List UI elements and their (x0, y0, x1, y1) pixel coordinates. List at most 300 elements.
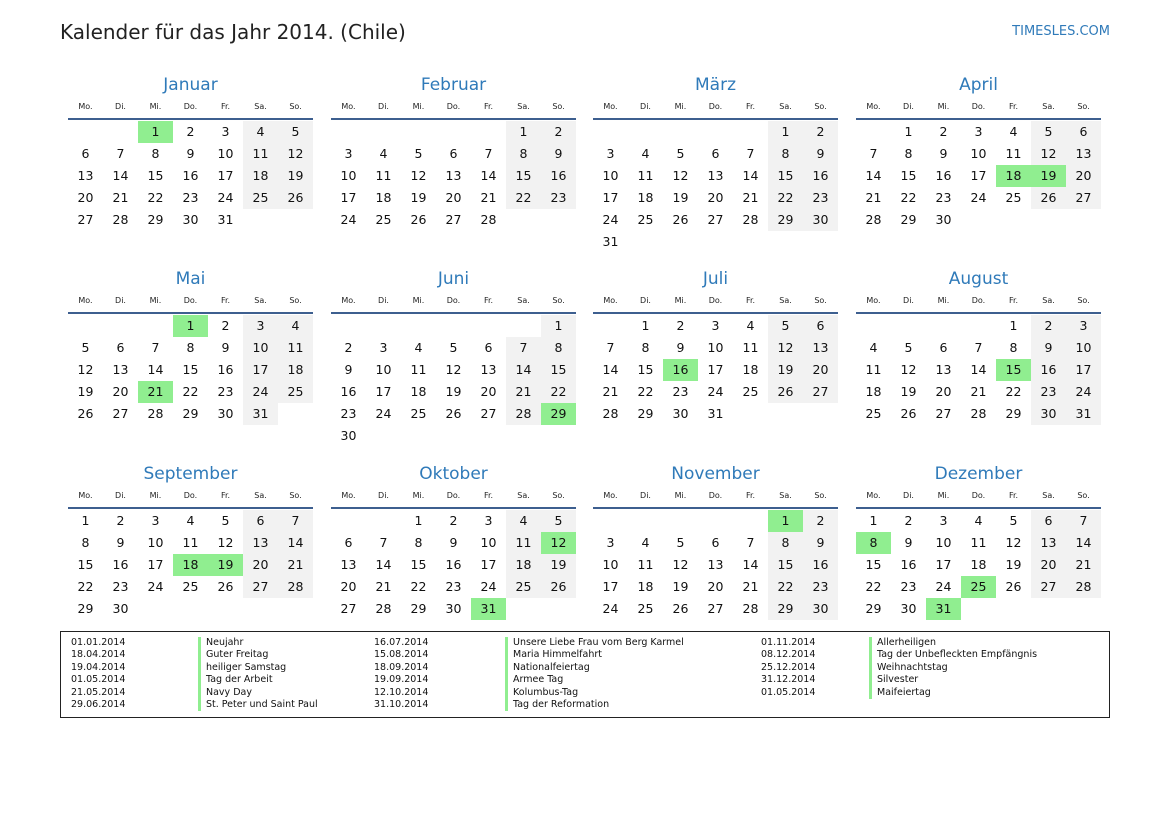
day-cell: 16 (1031, 359, 1066, 381)
weekday-header: Mo. (866, 296, 881, 305)
weekday-header: Sa. (779, 296, 792, 305)
day-cell: 24 (1066, 381, 1101, 403)
day-cell: 22 (900, 190, 917, 205)
day-cell: 18 (970, 557, 987, 572)
day-cell: 15 (768, 554, 803, 576)
weekday-header: Mo. (341, 491, 356, 500)
day-cell: 23 (900, 579, 917, 594)
weekday-header: Mi. (674, 296, 687, 305)
holiday-date: 12.10.2014 (374, 686, 429, 698)
day-cell: 24 (602, 601, 619, 616)
holiday-day-cell: 18 (173, 554, 208, 576)
holiday-date: 31.10.2014 (374, 698, 429, 710)
weekday-header: Fr. (1008, 102, 1019, 111)
weekday-header: Do. (971, 296, 986, 305)
day-cell: 5 (768, 315, 803, 337)
day-cell: 4 (746, 318, 755, 333)
day-cell: 14 (375, 557, 392, 572)
weekday-header: Di. (378, 296, 389, 305)
day-cell: 25 (1005, 190, 1022, 205)
day-cell: 7 (1066, 510, 1101, 532)
weekday-header: Sa. (1042, 102, 1055, 111)
day-cell: 23 (340, 406, 357, 421)
day-cell: 2 (676, 318, 685, 333)
day-cell: 27 (935, 406, 952, 421)
day-cell: 9 (803, 143, 838, 165)
day-cell: 14 (112, 168, 129, 183)
day-cell: 10 (602, 557, 619, 572)
day-cell: 19 (900, 384, 917, 399)
day-cell: 30 (672, 406, 689, 421)
day-cell: 24 (340, 212, 357, 227)
day-cell: 14 (970, 362, 987, 377)
day-cell: 22 (77, 579, 94, 594)
day-cell: 25 (410, 406, 427, 421)
day-cell: 7 (869, 146, 878, 161)
day-cell: 18 (506, 554, 541, 576)
day-cell: 20 (1066, 165, 1101, 187)
month-rule (331, 507, 576, 509)
weekday-header: Sa. (1042, 491, 1055, 500)
holiday-date: 01.05.2014 (761, 686, 816, 698)
weekday-header: Mo. (341, 102, 356, 111)
day-cell: 18 (637, 190, 654, 205)
holiday-date: 01.05.2014 (71, 674, 126, 686)
day-cell: 23 (182, 190, 199, 205)
day-cell: 10 (217, 146, 234, 161)
month-name: August (948, 269, 1009, 289)
day-cell: 24 (375, 406, 392, 421)
day-cell: 14 (865, 168, 882, 183)
weekday-header: So. (552, 102, 565, 111)
day-cell: 29 (147, 212, 164, 227)
day-cell: 10 (480, 535, 497, 550)
day-cell: 28 (506, 403, 541, 425)
day-cell: 27 (445, 212, 462, 227)
holiday-name: Nationalfeiertag (505, 662, 590, 674)
day-cell: 7 (151, 340, 160, 355)
day-cell: 13 (803, 337, 838, 359)
holiday-date: 16.07.2014 (374, 637, 429, 648)
day-cell: 11 (182, 535, 199, 550)
month-name: Mai (175, 269, 206, 289)
day-cell: 20 (77, 190, 94, 205)
day-cell: 26 (410, 212, 427, 227)
day-cell: 12 (445, 362, 462, 377)
day-cell: 4 (1009, 124, 1018, 139)
holiday-name: Allerheiligen (869, 637, 936, 649)
holiday-day-cell: 8 (856, 532, 891, 554)
holiday-day-cell: 16 (663, 359, 698, 381)
weekday-header: Sa. (254, 102, 267, 111)
holiday-date: 25.12.2014 (761, 661, 816, 673)
day-cell: 6 (344, 535, 353, 550)
day-cell: 30 (340, 428, 357, 443)
weekday-header: Do. (183, 296, 198, 305)
weekday-header: Fr. (483, 296, 494, 305)
day-cell: 6 (939, 340, 948, 355)
day-cell: 8 (768, 532, 803, 554)
day-cell: 14 (742, 168, 759, 183)
weekday-header: Di. (115, 491, 126, 500)
weekday-header: Mi. (412, 491, 425, 500)
weekday-header: Di. (903, 102, 914, 111)
weekday-header: So. (1077, 102, 1090, 111)
day-cell: 19 (278, 165, 313, 187)
day-cell: 9 (803, 532, 838, 554)
day-cell: 27 (1031, 576, 1066, 598)
day-cell: 11 (742, 340, 759, 355)
day-cell: 22 (506, 187, 541, 209)
day-cell: 15 (900, 168, 917, 183)
day-cell: 4 (186, 513, 195, 528)
day-cell: 27 (803, 381, 838, 403)
day-cell: 30 (803, 598, 838, 620)
day-cell: 6 (449, 146, 458, 161)
weekday-header: Mo. (603, 102, 618, 111)
day-cell: 25 (637, 212, 654, 227)
day-cell: 28 (480, 212, 497, 227)
day-cell: 21 (742, 190, 759, 205)
day-cell: 21 (112, 190, 129, 205)
day-cell: 30 (182, 212, 199, 227)
weekday-header: Di. (378, 491, 389, 500)
weekday-header: Fr. (745, 102, 756, 111)
weekday-header: Fr. (1008, 491, 1019, 500)
weekday-header: So. (814, 102, 827, 111)
day-cell: 7 (278, 510, 313, 532)
weekday-header: Do. (183, 102, 198, 111)
day-cell: 30 (900, 601, 917, 616)
weekday-header: Do. (708, 491, 723, 500)
day-cell: 13 (480, 362, 497, 377)
day-cell: 9 (541, 143, 576, 165)
day-cell: 18 (375, 190, 392, 205)
day-cell: 23 (112, 579, 129, 594)
day-cell: 29 (77, 601, 94, 616)
weekday-header: Do. (446, 296, 461, 305)
day-cell: 28 (375, 601, 392, 616)
day-cell: 31 (707, 406, 724, 421)
day-cell: 5 (278, 121, 313, 143)
day-cell: 13 (1031, 532, 1066, 554)
day-cell: 22 (147, 190, 164, 205)
day-cell: 22 (865, 579, 882, 594)
day-cell: 19 (445, 384, 462, 399)
day-cell: 23 (935, 190, 952, 205)
holiday-name: Armee Tag (505, 674, 563, 686)
day-cell: 4 (974, 513, 983, 528)
weekday-header: Fr. (220, 491, 231, 500)
day-cell: 21 (602, 384, 619, 399)
day-cell: 5 (1009, 513, 1018, 528)
day-cell: 10 (602, 168, 619, 183)
day-cell: 29 (865, 601, 882, 616)
weekday-header: Di. (640, 102, 651, 111)
day-cell: 15 (182, 362, 199, 377)
day-cell: 7 (746, 146, 755, 161)
day-cell: 27 (480, 406, 497, 421)
day-cell: 19 (672, 579, 689, 594)
day-cell: 17 (707, 362, 724, 377)
holiday-name: Weihnachtstag (869, 662, 948, 674)
day-cell: 28 (602, 406, 619, 421)
day-cell: 26 (1005, 579, 1022, 594)
day-cell: 8 (186, 340, 195, 355)
holiday-name: Navy Day (198, 687, 252, 699)
day-cell: 13 (707, 557, 724, 572)
day-cell: 22 (768, 187, 803, 209)
holiday-date: 18.04.2014 (71, 649, 126, 661)
day-cell: 17 (602, 190, 619, 205)
day-cell: 17 (480, 557, 497, 572)
day-cell: 12 (900, 362, 917, 377)
day-cell: 31 (602, 234, 619, 249)
day-cell: 24 (970, 190, 987, 205)
weekday-header: Do. (708, 296, 723, 305)
month-name: Dezember (934, 464, 1023, 484)
day-cell: 3 (711, 318, 720, 333)
day-cell: 28 (1066, 576, 1101, 598)
weekday-header: Sa. (517, 296, 530, 305)
holiday-legend (60, 631, 1110, 718)
weekday-header: Di. (903, 491, 914, 500)
day-cell: 14 (278, 532, 313, 554)
day-cell: 24 (602, 212, 619, 227)
day-cell: 8 (641, 340, 650, 355)
day-cell: 12 (672, 557, 689, 572)
day-cell: 9 (449, 535, 458, 550)
day-cell: 2 (221, 318, 230, 333)
weekday-header: Fr. (745, 491, 756, 500)
weekday-header: Fr. (220, 296, 231, 305)
day-cell: 20 (707, 579, 724, 594)
month-rule (68, 118, 313, 120)
day-cell: 29 (182, 406, 199, 421)
holiday-day-cell: 18 (996, 165, 1031, 187)
day-cell: 18 (243, 165, 278, 187)
day-cell: 2 (803, 510, 838, 532)
day-cell: 10 (935, 535, 952, 550)
weekday-header: So. (552, 296, 565, 305)
day-cell: 16 (803, 165, 838, 187)
day-cell: 7 (379, 535, 388, 550)
weekday-header: Di. (115, 296, 126, 305)
day-cell: 21 (375, 579, 392, 594)
day-cell: 15 (77, 557, 94, 572)
day-cell: 1 (904, 124, 913, 139)
month-name: November (671, 464, 760, 484)
day-cell: 2 (344, 340, 353, 355)
day-cell: 13 (243, 532, 278, 554)
day-cell: 6 (711, 535, 720, 550)
day-cell: 12 (1031, 143, 1066, 165)
holiday-name: Silvester (869, 674, 918, 686)
day-cell: 9 (676, 340, 685, 355)
weekday-header: Mo. (78, 491, 93, 500)
day-cell: 11 (243, 143, 278, 165)
day-cell: 29 (768, 598, 803, 620)
day-cell: 27 (707, 601, 724, 616)
day-cell: 12 (77, 362, 94, 377)
day-cell: 16 (935, 168, 952, 183)
day-cell: 6 (81, 146, 90, 161)
day-cell: 25 (865, 406, 882, 421)
weekday-header: So. (1077, 491, 1090, 500)
day-cell: 4 (414, 340, 423, 355)
weekday-header: Mi. (412, 102, 425, 111)
day-cell: 29 (410, 601, 427, 616)
day-cell: 15 (147, 168, 164, 183)
day-cell: 22 (410, 579, 427, 594)
weekday-header: Mo. (866, 102, 881, 111)
day-cell: 3 (606, 535, 615, 550)
day-cell: 11 (1005, 146, 1022, 161)
day-cell: 20 (112, 384, 129, 399)
day-cell: 30 (112, 601, 129, 616)
day-cell: 31 (1066, 403, 1101, 425)
holiday-name: St. Peter und Saint Paul (198, 699, 318, 711)
weekday-header: Fr. (483, 491, 494, 500)
day-cell: 20 (935, 384, 952, 399)
day-cell: 25 (742, 384, 759, 399)
day-cell: 26 (77, 406, 94, 421)
weekday-header: Do. (708, 102, 723, 111)
day-cell: 5 (81, 340, 90, 355)
day-cell: 4 (506, 510, 541, 532)
day-cell: 10 (375, 362, 392, 377)
day-cell: 26 (1031, 187, 1066, 209)
day-cell: 11 (278, 337, 313, 359)
day-cell: 3 (221, 124, 230, 139)
day-cell: 5 (676, 146, 685, 161)
day-cell: 8 (414, 535, 423, 550)
day-cell: 17 (970, 168, 987, 183)
day-cell: 25 (182, 579, 199, 594)
day-cell: 29 (1005, 406, 1022, 421)
day-cell: 2 (186, 124, 195, 139)
holiday-date: 31.12.2014 (761, 674, 816, 686)
day-cell: 27 (112, 406, 129, 421)
day-cell: 23 (672, 384, 689, 399)
day-cell: 27 (243, 576, 278, 598)
day-cell: 6 (484, 340, 493, 355)
day-cell: 16 (217, 362, 234, 377)
day-cell: 26 (278, 187, 313, 209)
day-cell: 3 (379, 340, 388, 355)
weekday-header: Sa. (779, 102, 792, 111)
day-cell: 4 (641, 146, 650, 161)
day-cell: 4 (641, 535, 650, 550)
day-cell: 17 (602, 579, 619, 594)
day-cell: 22 (637, 384, 654, 399)
day-cell: 18 (278, 359, 313, 381)
day-cell: 24 (935, 579, 952, 594)
day-cell: 26 (217, 579, 234, 594)
weekday-header: Mi. (149, 296, 162, 305)
day-cell: 20 (445, 190, 462, 205)
month-rule (593, 507, 838, 509)
day-cell: 23 (445, 579, 462, 594)
day-cell: 9 (904, 535, 913, 550)
day-cell: 16 (340, 384, 357, 399)
weekday-header: Mi. (674, 102, 687, 111)
day-cell: 26 (768, 381, 803, 403)
day-cell: 14 (742, 557, 759, 572)
day-cell: 19 (1005, 557, 1022, 572)
holiday-name: Tag der Unbefleckten Empfängnis (869, 649, 1037, 661)
holiday-day-cell: 15 (996, 359, 1031, 381)
day-cell: 30 (445, 601, 462, 616)
weekday-header: Di. (115, 102, 126, 111)
day-cell: 6 (803, 315, 838, 337)
day-cell: 27 (77, 212, 94, 227)
day-cell: 13 (707, 168, 724, 183)
holiday-date: 15.08.2014 (374, 649, 429, 661)
weekday-header: Di. (640, 491, 651, 500)
holiday-name: Unsere Liebe Frau vom Berg Karmel (505, 637, 684, 649)
day-cell: 20 (1031, 554, 1066, 576)
month-rule (68, 507, 313, 509)
day-cell: 28 (742, 601, 759, 616)
day-cell: 25 (278, 381, 313, 403)
day-cell: 26 (672, 212, 689, 227)
day-cell: 9 (186, 146, 195, 161)
day-cell: 29 (637, 406, 654, 421)
holiday-day-cell: 12 (541, 532, 576, 554)
day-cell: 25 (375, 212, 392, 227)
day-cell: 9 (344, 362, 353, 377)
month-name: Februar (420, 75, 487, 95)
day-cell: 10 (707, 340, 724, 355)
holiday-day-cell: 31 (926, 598, 961, 620)
month-rule (856, 118, 1101, 120)
day-cell: 13 (112, 362, 129, 377)
day-cell: 8 (506, 143, 541, 165)
month-name: April (959, 75, 998, 95)
month-name: Oktober (419, 464, 488, 484)
day-cell: 21 (865, 190, 882, 205)
day-cell: 1 (1009, 318, 1018, 333)
holiday-date: 19.04.2014 (71, 661, 126, 673)
weekday-header: Mo. (78, 102, 93, 111)
day-cell: 7 (606, 340, 615, 355)
month-name: Januar (163, 75, 218, 95)
weekday-header: Sa. (779, 491, 792, 500)
day-cell: 18 (637, 579, 654, 594)
day-cell: 3 (606, 146, 615, 161)
weekday-header: Do. (446, 102, 461, 111)
day-cell: 28 (970, 406, 987, 421)
weekday-header: Di. (378, 102, 389, 111)
day-cell: 3 (484, 513, 493, 528)
holiday-name: Maria Himmelfahrt (505, 649, 602, 661)
day-cell: 18 (865, 384, 882, 399)
site-link[interactable]: TIMESLES.COM (1012, 24, 1110, 39)
day-cell: 19 (541, 554, 576, 576)
day-cell: 12 (217, 535, 234, 550)
holiday-day-cell: 19 (208, 554, 243, 576)
day-cell: 29 (900, 212, 917, 227)
day-cell: 7 (746, 535, 755, 550)
day-cell: 21 (278, 554, 313, 576)
day-cell: 28 (742, 212, 759, 227)
day-cell: 14 (147, 362, 164, 377)
day-cell: 3 (344, 146, 353, 161)
weekday-header: Di. (640, 296, 651, 305)
day-cell: 19 (768, 359, 803, 381)
weekday-header: Mi. (937, 296, 950, 305)
